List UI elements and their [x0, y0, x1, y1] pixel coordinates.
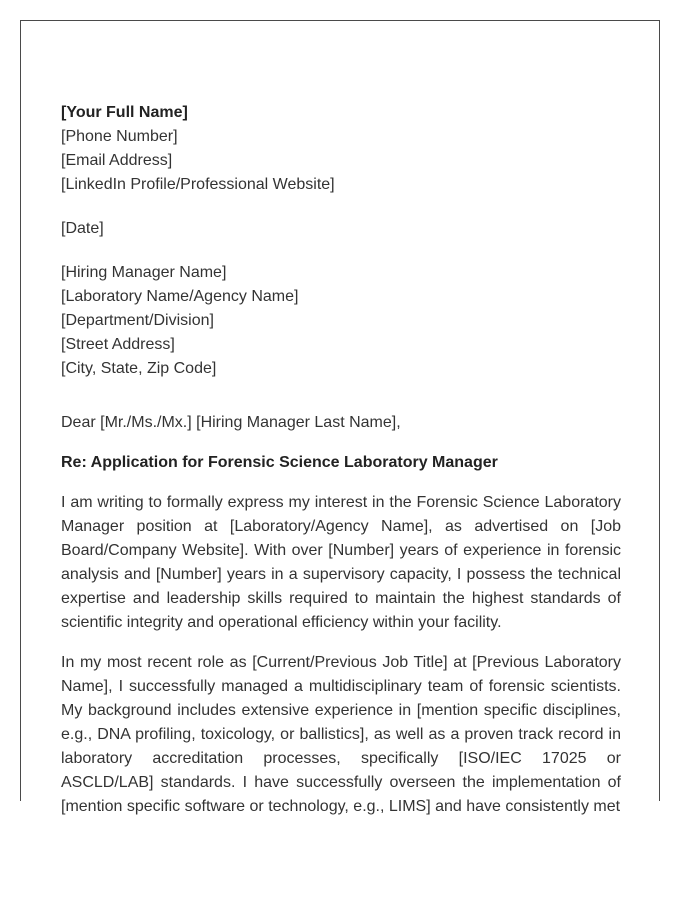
recipient-department: [Department/Division]: [61, 312, 214, 329]
recipient-organization: [Laboratory Name/Agency Name]: [61, 288, 299, 305]
sender-block: [61, 101, 621, 197]
body-paragraph-1: I am writing to formally express my interest in the Forensic Science Laboratory Manager position at [Laboratory/Agency Name], as advertised on [Job Board/Company Website]. With over [Number] years of experience in forensic analysis and [Number] years in a supervisory capacity, I possess the technical expertise and leadership skills required to maintain the highest standards of scientific integrity and operational efficiency within your facility.: [61, 494, 621, 631]
recipient-city-state-zip: [City, State, Zip Code]: [61, 360, 217, 377]
sender-website: [LinkedIn Profile/Professional Website]: [61, 176, 335, 193]
sender-name: [Your Full Name]: [61, 104, 188, 121]
subject-line: Re: Application for Forensic Science Laboratory Manager: [61, 454, 498, 471]
body-paragraph-2: In my most recent role as [Current/Previous Job Title] at [Previous Laboratory Name], I successfully managed a multidisciplinary team of forensic scientists. My background includes extensive experience in [mention specific disciplines, e.g., DNA profiling, toxicology, or ballistics], as well as a proven track record in laboratory accreditation processes, specifically [ISO/IEC 17025 or ASCLD/LAB] standards. I have successfully overseen the implementation of [mention specific software or technology, e.g., LIMS] and have consistently met: [61, 654, 621, 815]
recipient-name: [Hiring Manager Name]: [61, 264, 227, 281]
letter-date: [Date]: [61, 220, 104, 237]
sender-phone: [Phone Number]: [61, 128, 178, 145]
sender-email: [Email Address]: [61, 152, 173, 169]
date-block: [61, 217, 621, 241]
letter-content: [61, 101, 621, 819]
recipient-street: [Street Address]: [61, 336, 175, 353]
salutation: Dear [Mr./Ms./Mx.] [Hiring Manager Last Name],: [61, 414, 401, 431]
letter-page: [20, 20, 660, 815]
recipient-block: [61, 261, 621, 381]
